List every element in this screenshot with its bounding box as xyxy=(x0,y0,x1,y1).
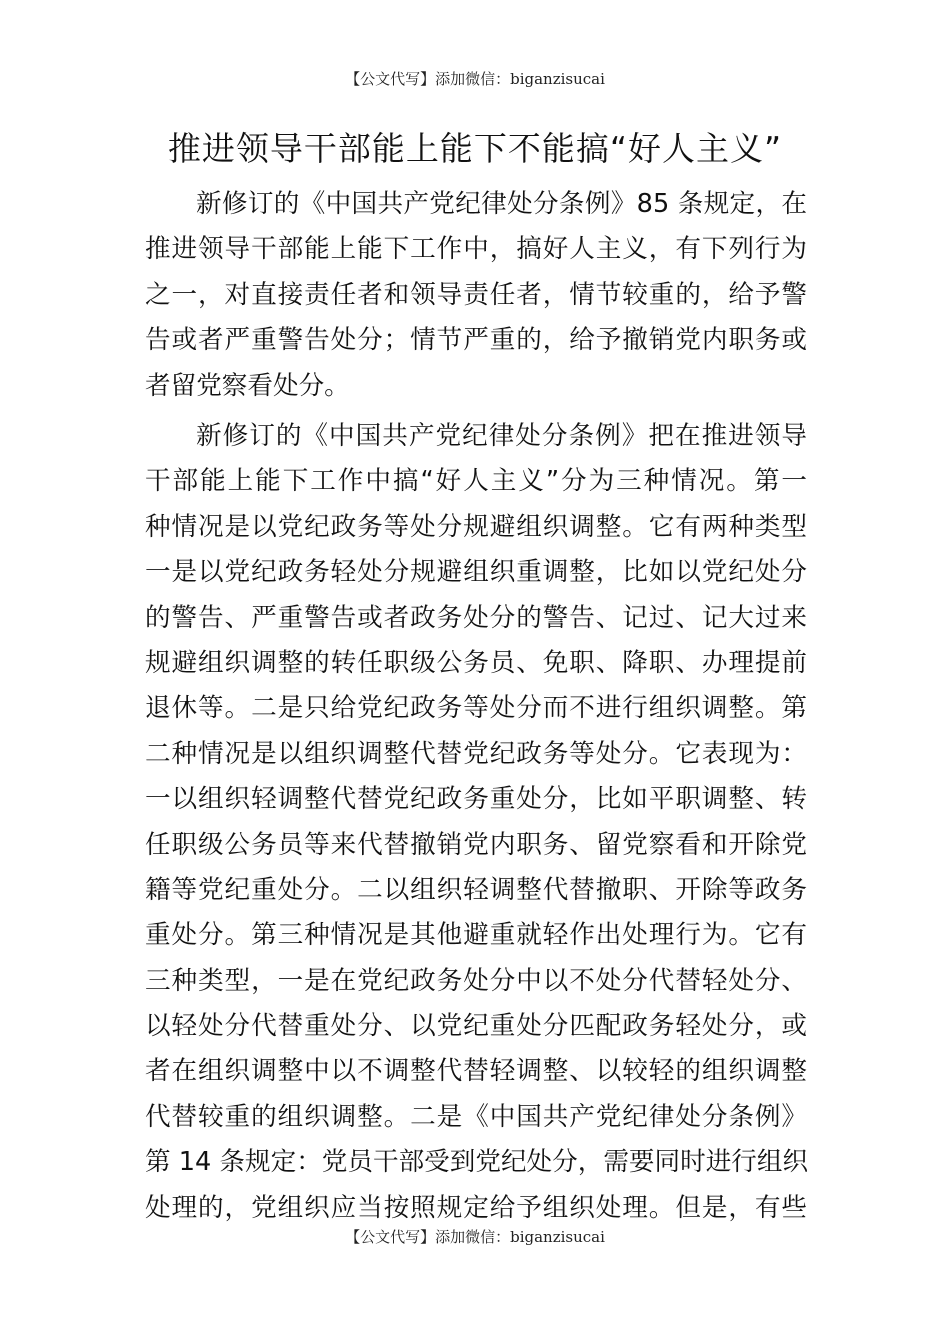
paragraph-line: 处理的，党组织应当按照规定给予组织处理。但是，有些 xyxy=(145,1192,807,1223)
page-header: 【公文代写】添加微信：biganzisucai xyxy=(345,70,605,88)
document-title: 推进领导干部能上能下不能搞“好人主义” xyxy=(167,129,783,168)
paragraph-line: 新修订的《中国共产党纪律处分条例》85 条规定，在 xyxy=(196,189,807,219)
paragraph-line: 之一，对直接责任者和领导责任者，情节较重的，给予警 xyxy=(145,279,807,310)
paragraph-line: 干部能上能下工作中搞“好人主义”分为三种情况。第一 xyxy=(145,466,807,497)
paragraph-line: 推进领导干部能上能下工作中，搞好人主义，有下列行为 xyxy=(145,234,807,265)
paragraph-line: 者在组织调整中以不调整代替轻调整、以较轻的组织调整 xyxy=(145,1056,807,1087)
paragraph-line: 籍等党纪重处分。二以组织轻调整代替撤职、开除等政务 xyxy=(145,874,807,905)
paragraph-line: 三种类型，一是在党纪政务处分中以不处分代替轻处分、 xyxy=(145,965,807,996)
paragraph-line: 退休等。二是只给党纪政务等处分而不进行组织调整。第 xyxy=(145,693,807,724)
page-footer: 【公文代写】添加微信：biganzisucai xyxy=(345,1228,605,1246)
paragraph-line: 者留党察看处分。 xyxy=(145,370,350,401)
paragraph-line: 新修订的《中国共产党纪律处分条例》把在推进领导 xyxy=(196,421,807,451)
paragraph-line: 一是以党纪政务轻处分规避组织重调整，比如以党纪处分 xyxy=(145,557,807,588)
paragraph-line: 任职级公务员等来代替撤销党内职务、留党察看和开除党 xyxy=(145,829,807,860)
paragraph-line: 种情况是以党纪政务等处分规避组织调整。它有两种类型 xyxy=(145,511,807,542)
paragraph-2 xyxy=(145,414,807,1231)
paragraph-line: 一以组织轻调整代替党纪政务重处分，比如平职调整、转 xyxy=(145,784,807,815)
paragraph-line: 告或者严重警告处分；情节严重的，给予撤销党内职务或 xyxy=(145,325,807,356)
paragraph-line: 重处分。第三种情况是其他避重就轻作出处理行为。它有 xyxy=(145,920,807,951)
paragraph-line: 规避组织调整的转任职级公务员、免职、降职、办理提前 xyxy=(145,647,807,678)
paragraph-line: 以轻处分代替重处分、以党纪重处分匹配政务轻处分，或 xyxy=(145,1011,807,1042)
paragraph-line: 二种情况是以组织调整代替党纪政务等处分。它表现为： xyxy=(145,738,807,769)
paragraph-line: 第 14 条规定：党员干部受到党纪处分，需要同时进行组织 xyxy=(145,1147,809,1178)
paragraph-1 xyxy=(145,182,807,409)
paragraph-line: 的警告、严重警告或者政务处分的警告、记过、记大过来 xyxy=(145,602,807,633)
paragraph-line: 代替较重的组织调整。二是《中国共产党纪律处分条例》 xyxy=(145,1101,807,1132)
